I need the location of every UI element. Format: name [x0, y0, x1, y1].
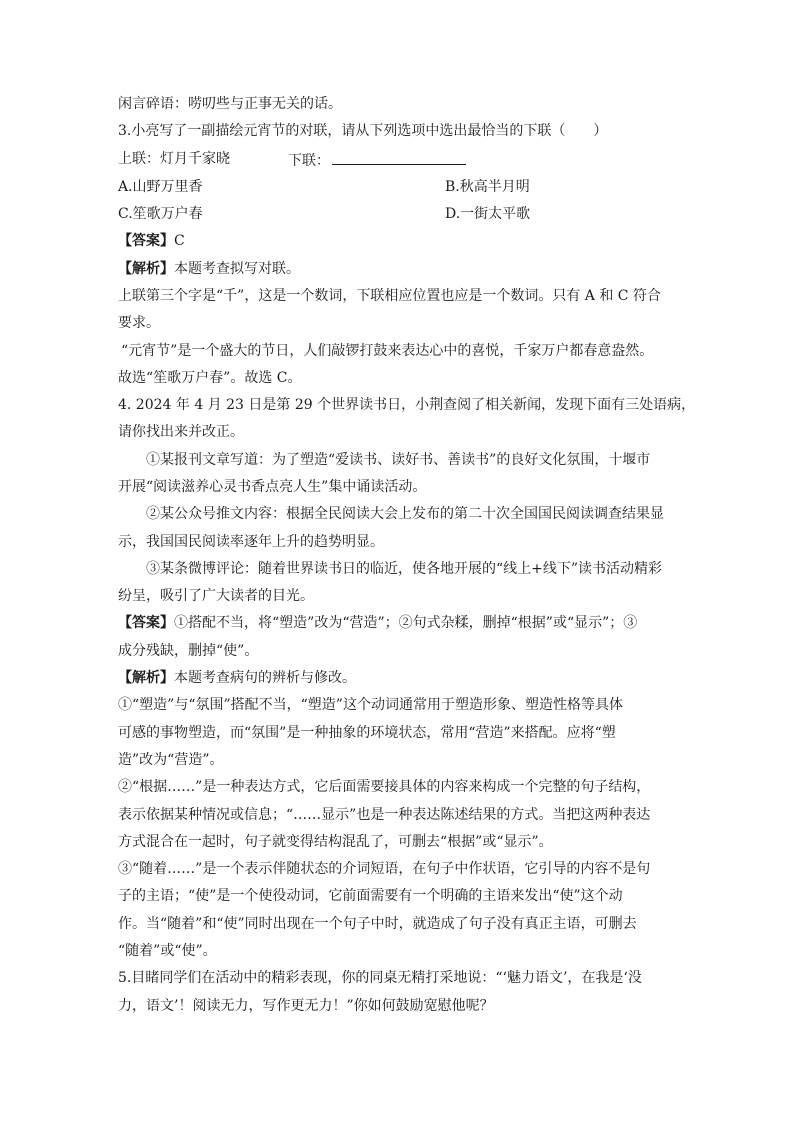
answer-line [118, 231, 185, 251]
option-c: C.笙歌万户春 [118, 206, 203, 222]
couplet-line [118, 149, 678, 169]
answer-tag: 【答案】 [118, 233, 174, 249]
analysis-line [118, 259, 300, 279]
text-line: 开展“阅读滋养心灵书香点亮人生”集中诵读活动。 [118, 479, 427, 495]
analysis-text: 本题考查拟写对联。 [174, 261, 300, 277]
text-line: 要求。 [118, 315, 160, 331]
options-row-1 [118, 177, 678, 197]
text-line: 示，我国国民阅读率逐年上升的趋势明显。 [118, 534, 384, 550]
answer-line [118, 613, 637, 633]
option-a: A.山野万里香 [118, 179, 203, 195]
sentence-2: ②某公众号推文内容：根据全民阅读大会上发布的第二十次全国国民阅读调查结果显 [146, 506, 664, 522]
text-line: “随着”或“使”。 [118, 943, 217, 959]
analysis-text: 本题考查病句的辨析与修改。 [174, 670, 356, 686]
text-line: ①“塑造”与“氛围”搭配不当，“塑造”这个动词通常用于塑造形象、塑造性格等具体 [118, 697, 623, 713]
text-line: 纷呈，吸引了广大读者的目光。 [118, 588, 314, 604]
option-b: B.秋高半月明 [445, 179, 530, 195]
lower-couplet-label: 下联： [288, 153, 330, 169]
answer-tag: 【答案】 [118, 615, 174, 631]
analysis-tag: 【解析】 [118, 261, 174, 277]
analysis-line [118, 668, 356, 688]
answer-blank [332, 149, 466, 165]
sentence-3: ③某条微博评论：随着世界读书日的临近，使各地开展的“线上+线下”读书活动精彩 [146, 561, 663, 577]
text-line: ②“根据……”是一种表达方式，它后面需要接具体的内容来构成一个完整的句子结构， [118, 779, 651, 795]
text-line: 上联第三个字是“千”，这是一个数词，下联相应位置也应是一个数词。只有 A 和 C 符合 [118, 288, 661, 304]
text-line: 造”改为“营造”。 [118, 752, 224, 768]
upper-couplet: 上联：灯月千家晓 [118, 151, 230, 167]
question-3-stem: 3.小亮写了一副描绘元宵节的对联，请从下列选项中选出最恰当的下联（ ） [118, 123, 608, 139]
question-4-stem: 4. 2024 年 4 月 23 日是第 29 个世界读书日，小荆查阅了相关新闻，发现下面有三处语病， [118, 397, 696, 413]
text-line: 可感的事物塑造，而“氛围”是一种抽象的环境状态，常用“营造”来搭配。应将“塑 [118, 725, 616, 741]
text-line: 子的主语；“使”是一个使役动词，它前面需要有一个明确的主语来发出“使”这个动 [118, 888, 623, 904]
answer-text: C [174, 233, 185, 249]
question-5-stem: 5.目睹同学们在活动中的精彩表现，你的同桌无精打采地说：“‘魅力语文’，在我是‘没 [118, 970, 642, 986]
option-d: D.一街太平歌 [445, 206, 531, 222]
sentence-1: ①某报刊文章写道：为了塑造“爱读书、读好书、善读书”的良好文化氛围，十堰市 [146, 452, 651, 468]
text-line: 方式混合在一起时，句子就变得结构混乱了，可删去“根据”或“显示”。 [118, 834, 553, 850]
options-row-2 [118, 204, 678, 224]
lower-couplet-prompt [288, 149, 466, 171]
text-line: 成分残缺，删掉“使”。 [118, 643, 259, 659]
text-line: “元宵节”是一个盛大的节日，人们敲锣打鼓来表达心中的喜悦，千家万户都春意盎然。 [121, 343, 654, 359]
text-line: 闲言碎语：唠叨些与正事无关的话。 [118, 96, 342, 112]
text-line: ③“随着……”是一个表示伴随状态的介词短语，在句子中作状语，它引导的内容不是句 [118, 861, 651, 877]
analysis-tag: 【解析】 [118, 670, 174, 686]
answer-text: ①搭配不当，将“塑造”改为“营造”；②句式杂糅，删掉“根据”或“显示”；③ [174, 615, 638, 631]
text-line: 作。当“随着”和“使”同时出现在一个句子中时，就造成了句子没有真正主语，可删去 [118, 916, 637, 932]
text-line: 故选“笙歌万户春”。故选 C。 [118, 370, 302, 386]
text-line: 表示依据某种情况或信息；“……显示”也是一种表达陈述结果的方式。当把这两种表达 [118, 807, 651, 823]
text-line: 力，语文’！阅读无力，写作更无力！”你如何鼓励宽慰他呢？ [118, 998, 494, 1014]
text-line: 请你找出来并改正。 [118, 424, 244, 440]
